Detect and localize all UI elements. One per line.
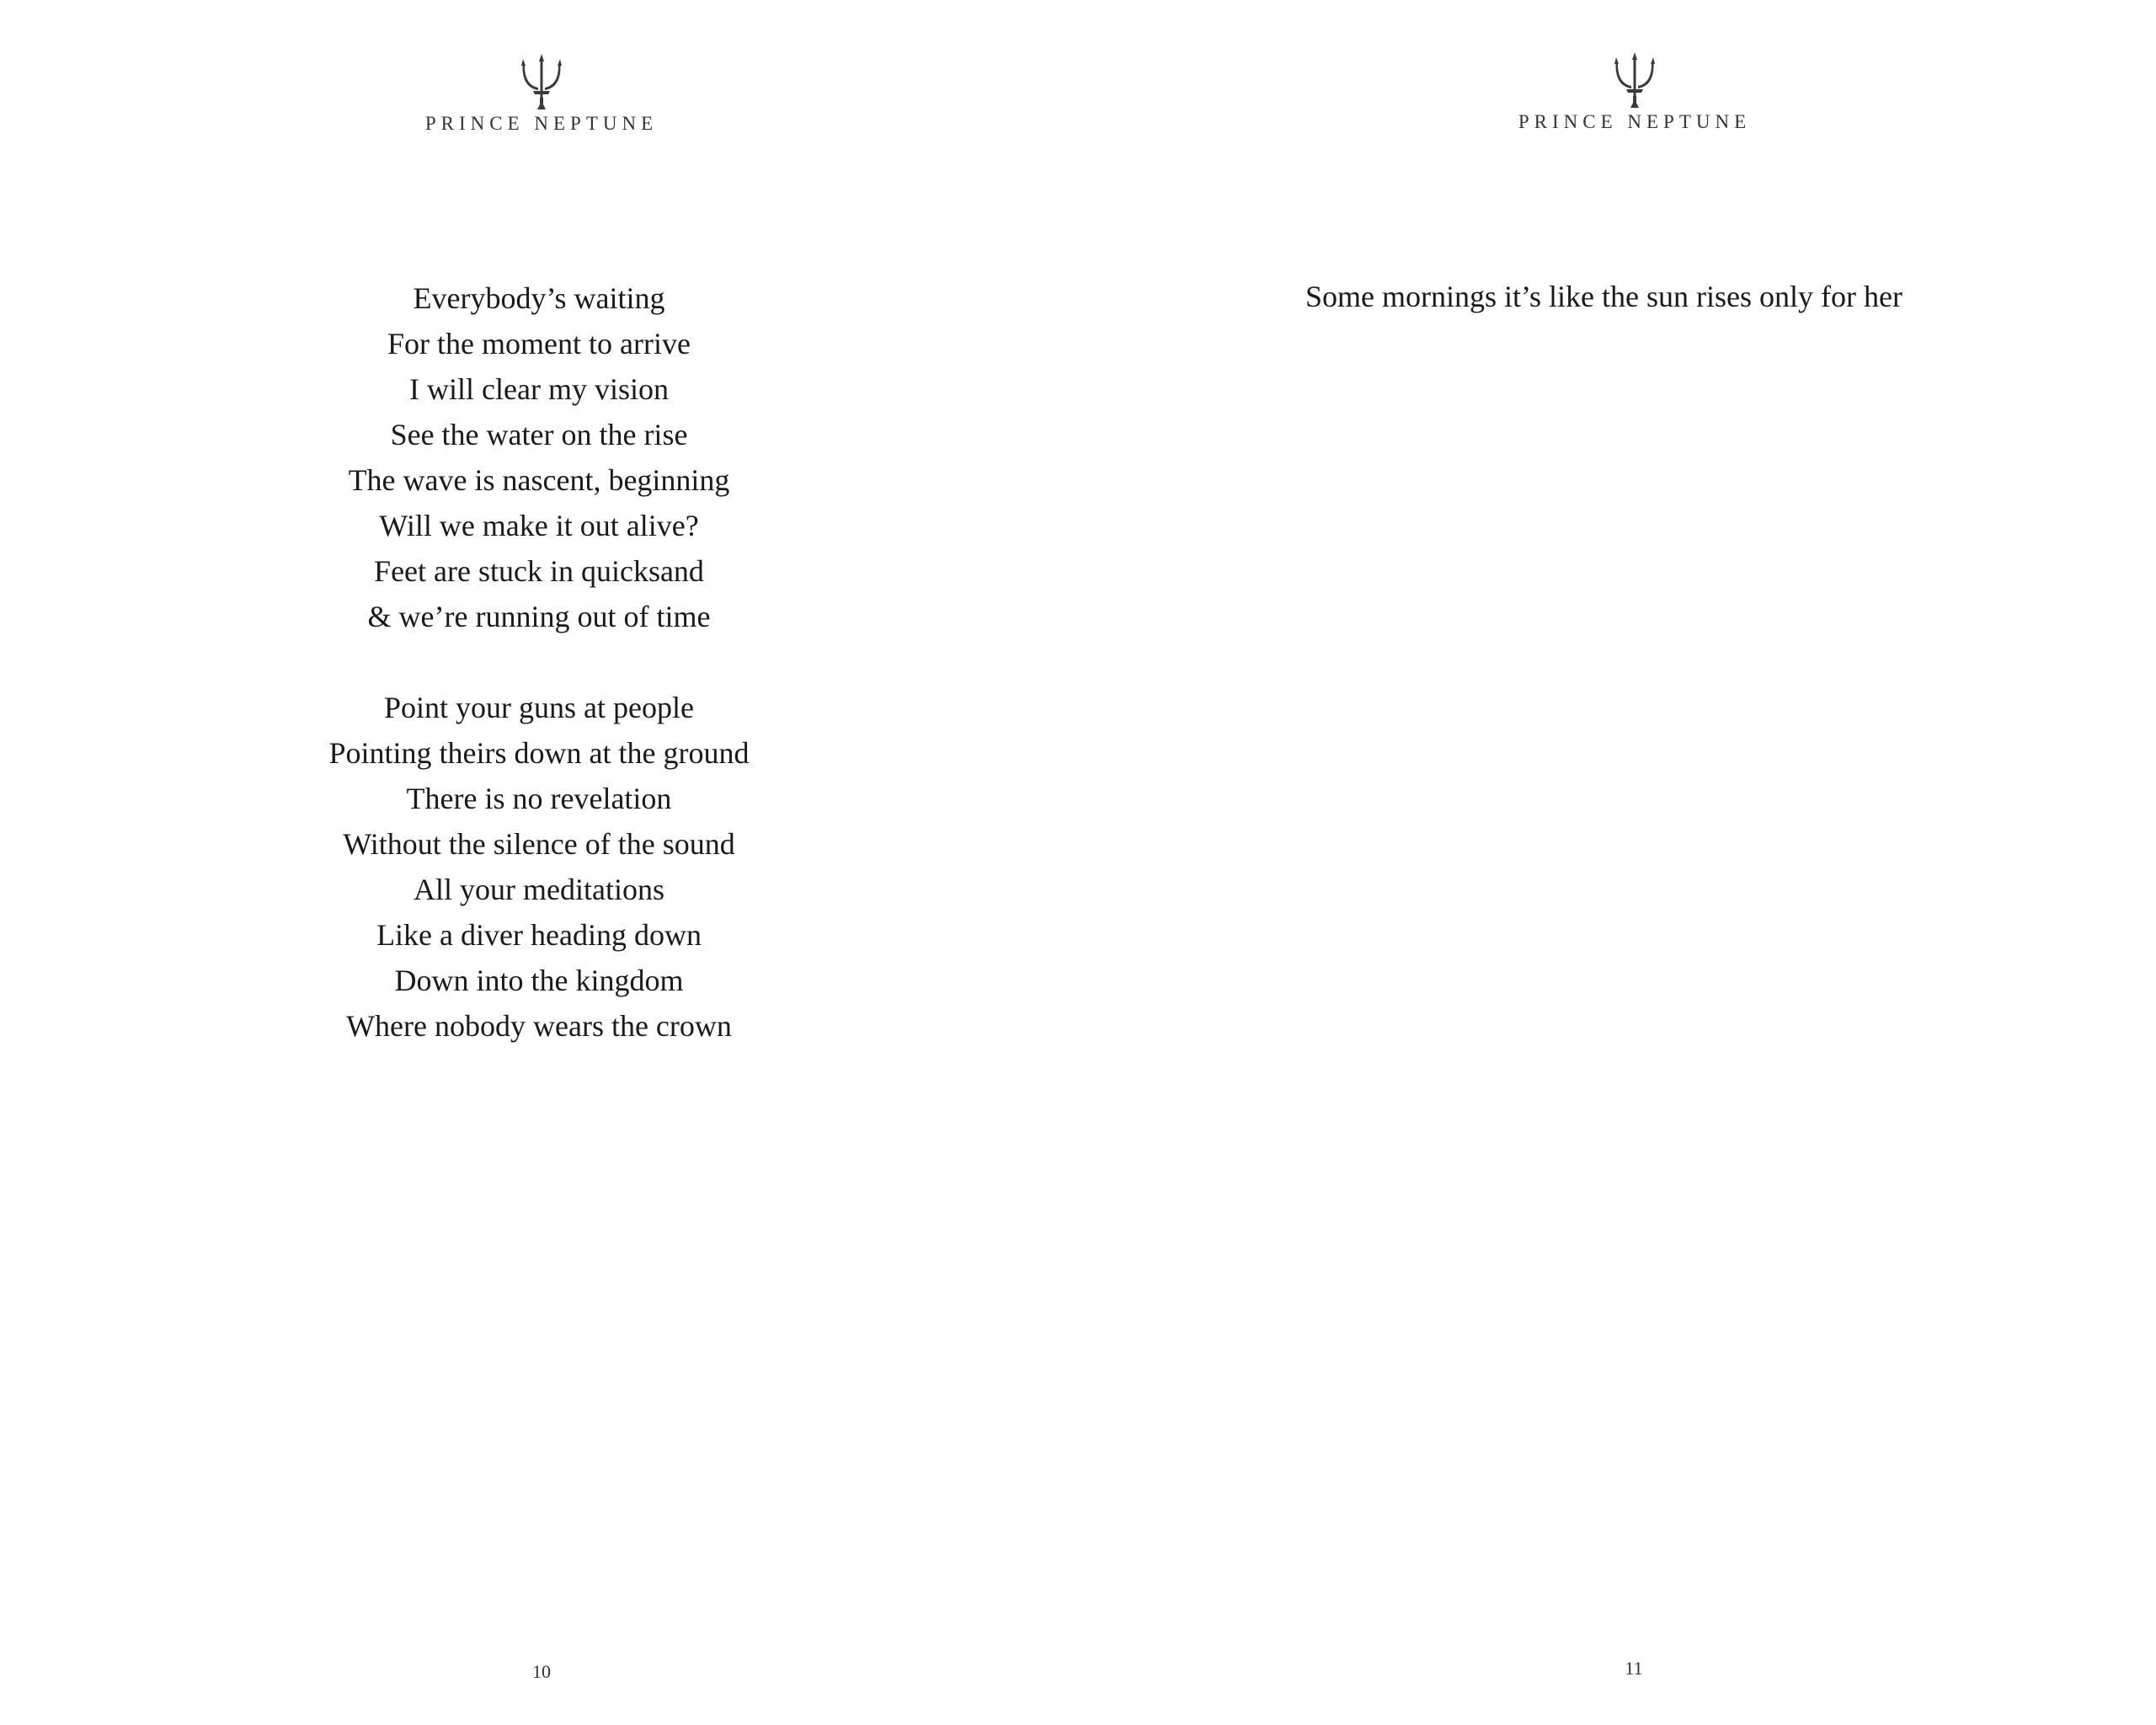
trident-icon xyxy=(518,54,565,109)
brand-name: PRINCE NEPTUNE xyxy=(424,113,659,134)
poem-line: There is no revelation xyxy=(406,782,672,815)
poem-line: For the moment to arrive xyxy=(387,327,691,360)
poem-line: Point your guns at people xyxy=(384,691,694,724)
page-number: 11 xyxy=(1625,1658,1643,1679)
poem-line: The wave is nascent, beginning xyxy=(348,463,730,497)
poem-line: Feet are stuck in quicksand xyxy=(374,554,704,588)
poem xyxy=(160,275,918,1049)
poem-line: Will we make it out alive? xyxy=(379,509,699,542)
poem-line: Where nobody wears the crown xyxy=(346,1009,732,1043)
page-number: 10 xyxy=(532,1661,551,1682)
page-header xyxy=(331,54,752,135)
stanza-1 xyxy=(160,275,918,639)
poem-line: Down into the kingdom xyxy=(394,964,684,997)
page-header xyxy=(1424,52,1845,133)
poem-line: All your meditations xyxy=(414,873,664,906)
poem-line: Some mornings it’s like the sun rises only for her xyxy=(1305,280,1903,313)
poem-line: I will clear my vision xyxy=(409,372,669,406)
stanza-2 xyxy=(160,685,918,1049)
poem-line: & we’re running out of time xyxy=(367,600,711,633)
poem-line: Without the silence of the sound xyxy=(343,827,735,861)
poem-line: Pointing theirs down at the ground xyxy=(328,736,750,770)
poem-line: See the water on the rise xyxy=(390,418,688,451)
trident-icon xyxy=(1611,52,1658,108)
poem-line: Like a diver heading down xyxy=(376,918,702,952)
brand-name: PRINCE NEPTUNE xyxy=(1518,111,1752,132)
right-page xyxy=(1078,0,2156,1725)
poem-line: Everybody’s waiting xyxy=(413,281,665,315)
